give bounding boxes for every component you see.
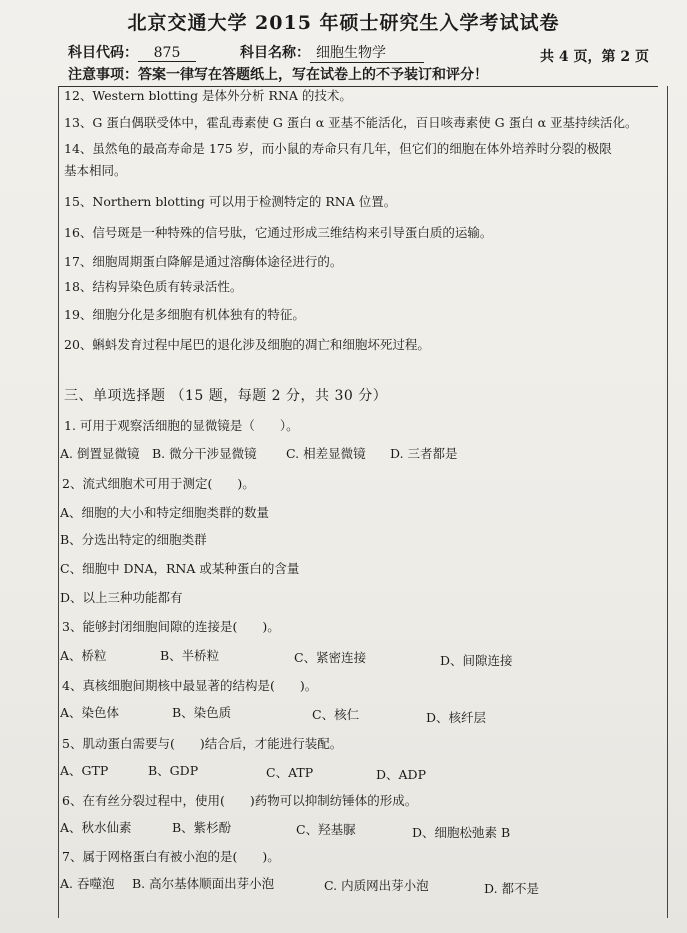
q4-stem: 4、真核细胞间期核中最显著的结构是( )。 xyxy=(62,678,318,693)
q5-option-d: D、ADP xyxy=(376,767,426,782)
tf-item-18: 18、结构异染色质有转录活性。 xyxy=(64,279,243,294)
q6-option-c: C、羟基脲 xyxy=(296,822,356,837)
q1-stem: 1. 可用于观察活细胞的显微镜是（ ）。 xyxy=(64,418,299,433)
q4-option-b: B、染色质 xyxy=(172,705,232,720)
tf-item-12: 12、Western blotting 是体外分析 RNA 的技术。 xyxy=(64,88,352,103)
q3-option-d: D、间隙连接 xyxy=(440,653,513,668)
q7-option-d: D. 都不是 xyxy=(484,881,540,896)
q6-option-d: D、细胞松弛素 B xyxy=(412,825,511,840)
tf-item-16: 16、信号斑是一种特殊的信号肽，它通过形成三维结构来引导蛋白质的运输。 xyxy=(64,225,493,240)
q1-option-a: A. 倒置显微镜 xyxy=(60,446,140,461)
exam-title: 北京交通大学 2015 年硕士研究生入学考试试卷 xyxy=(127,12,560,34)
q1-option-d: D. 三者都是 xyxy=(390,446,458,461)
q1-option-c: C. 相差显微镜 xyxy=(286,446,366,461)
tf-item-17: 17、细胞周期蛋白降解是通过溶酶体途径进行的。 xyxy=(64,254,343,269)
subject-code-value: 875 xyxy=(138,45,196,62)
tf-item-19: 19、细胞分化是多细胞有机体独有的特征。 xyxy=(64,307,305,322)
q6-stem: 6、在有丝分裂过程中，使用( )药物可以抑制纺锤体的形成。 xyxy=(62,793,418,808)
q2-option-d: D、以上三种功能都有 xyxy=(60,590,183,605)
q3-option-a: A、桥粒 xyxy=(60,648,107,663)
q5-stem: 5、肌动蛋白需要与( )结合后，才能进行装配。 xyxy=(62,736,343,751)
q4-option-d: D、核纤层 xyxy=(426,710,487,725)
q7-option-a: A. 吞噬泡 xyxy=(60,876,115,891)
q5-option-c: C、ATP xyxy=(266,765,314,780)
subject-name-label: 科目名称： xyxy=(240,45,310,61)
q6-option-a: A、秋水仙素 xyxy=(60,820,132,835)
notice-text: 注意事项：答案一律写在答题纸上，写在试卷上的不予装订和评分！ xyxy=(68,67,488,83)
tf-item-15: 15、Northern blotting 可以用于检测特定的 RNA 位置。 xyxy=(64,194,397,209)
q4-option-a: A、染色体 xyxy=(60,705,120,720)
q7-option-b: B. 高尔基体顺面出芽小泡 xyxy=(132,876,275,891)
section3-title: 三、单项选择题 （15 题，每题 2 分，共 30 分） xyxy=(64,388,388,404)
page-info: 共 4 页，第 2 页 xyxy=(540,49,649,65)
q3-option-b: B、半桥粒 xyxy=(160,648,220,663)
q5-option-a: A、GTP xyxy=(60,763,109,778)
q2-option-b: B、分选出特定的细胞类群 xyxy=(60,532,207,547)
q2-option-c: C、细胞中 DNA，RNA 或某种蛋白的含量 xyxy=(60,561,300,576)
tf-item-20: 20、蝌蚪发育过程中尾巴的退化涉及细胞的凋亡和细胞坏死过程。 xyxy=(64,337,430,352)
q7-stem: 7、属于网格蛋白有被小泡的是( )。 xyxy=(62,849,280,864)
q5-option-b: B、GDP xyxy=(148,763,199,778)
q1-option-b: B. 微分干涉显微镜 xyxy=(152,446,257,461)
subject-code-label: 科目代码： xyxy=(68,45,138,61)
tf-item-14-cont: 基本相同。 xyxy=(64,163,127,178)
q2-option-a: A、细胞的大小和特定细胞类群的数量 xyxy=(60,505,270,520)
tf-item-13: 13、G 蛋白偶联受体中，霍乱毒素使 G 蛋白 α 亚基不能活化，百日咳毒素使 G 蛋白 α 亚基持续活化。 xyxy=(64,115,638,130)
q3-option-c: C、紧密连接 xyxy=(294,650,367,665)
q4-option-c: C、核仁 xyxy=(312,707,360,722)
subject-name-field xyxy=(240,42,424,63)
tf-item-14: 14、虽然龟的最高寿命是 175 岁，而小鼠的寿命只有几年，但它们的细胞在体外培养时分裂的极限 xyxy=(64,141,612,156)
q2-stem: 2、流式细胞术可用于测定( )。 xyxy=(62,476,255,491)
subject-code-field xyxy=(68,42,196,62)
q6-option-b: B、紫杉酚 xyxy=(172,820,232,835)
q3-stem: 3、能够封闭细胞间隙的连接是( )。 xyxy=(62,619,280,634)
subject-name-value: 细胞生物学 xyxy=(310,42,424,63)
q7-option-c: C. 内质网出芽小泡 xyxy=(324,878,429,893)
